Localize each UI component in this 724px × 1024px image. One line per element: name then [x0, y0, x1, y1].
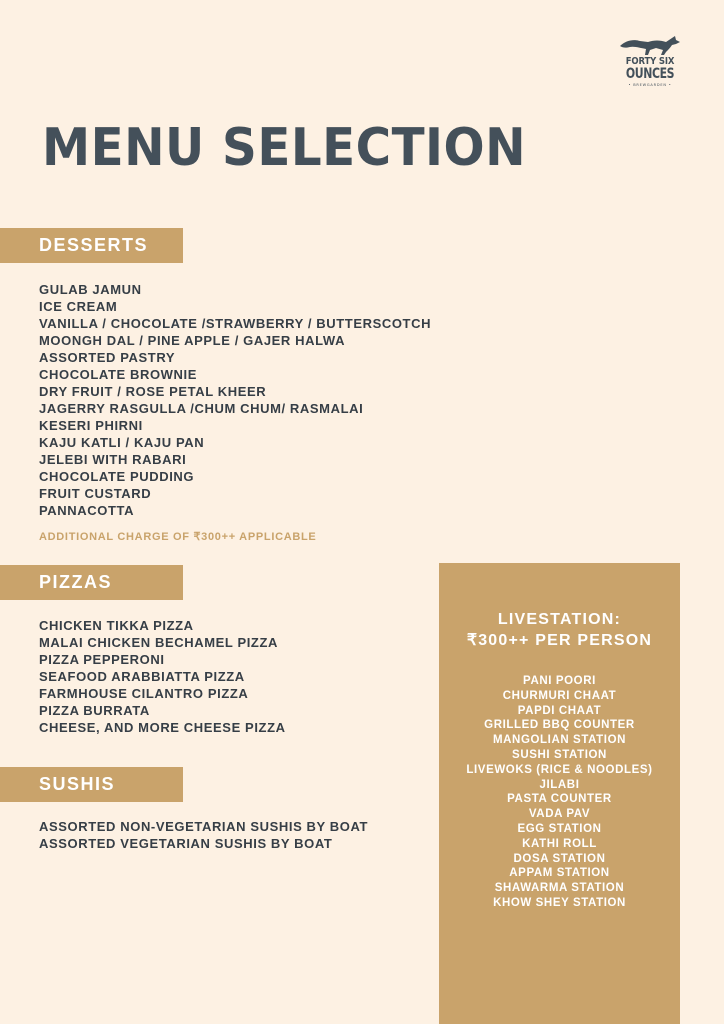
list-item: JELEBI WITH RABARI: [39, 452, 187, 467]
pizzas-list: [39, 617, 286, 736]
list-item: KESERI PHIRNI: [39, 418, 143, 433]
livestation-panel: [439, 563, 680, 1024]
fox-icon: [618, 34, 682, 56]
list-item: KATHI ROLL: [522, 837, 597, 850]
list-item: SHAWARMA STATION: [494, 882, 625, 895]
list-item: GRILLED BBQ COUNTER: [484, 719, 635, 732]
list-item: PASTA COUNTER: [507, 793, 612, 806]
list-item: ASSORTED PASTRY: [39, 350, 176, 365]
list-item: CHOCOLATE PUDDING: [39, 469, 195, 484]
list-item: KAJU KATLI / KAJU PAN: [39, 435, 205, 450]
list-item: PIZZA BURRATA: [39, 703, 150, 718]
list-item: KHOW SHEY STATION: [493, 896, 626, 909]
list-item: EGG STATION: [517, 822, 602, 835]
livestation-title: [439, 609, 680, 651]
list-item: CHEESE, AND MORE CHEESE PIZZA: [39, 720, 286, 735]
list-item: VANILLA / CHOCOLATE /STRAWBERRY / BUTTERSCOTCH: [39, 316, 432, 331]
list-item: ASSORTED VEGETARIAN SUSHIS BY BOAT: [39, 836, 333, 851]
list-item: JAGERRY RASGULLA /CHUM CHUM/ RASMALAI: [39, 401, 364, 416]
list-item: FRUIT CUSTARD: [39, 486, 152, 501]
list-item: DRY FRUIT / ROSE PETAL KHEER: [39, 384, 267, 399]
livestation-price: ₹300++ PER PERSON: [466, 632, 653, 649]
list-item: PAPDI CHAAT: [517, 704, 602, 717]
list-item: CHOCOLATE BROWNIE: [39, 367, 198, 382]
pizzas-heading: PIZZAS: [0, 565, 183, 600]
page-title: MENU SELECTION: [42, 118, 527, 178]
livestation-title-line-1: LIVESTATION:: [497, 611, 622, 628]
sushis-heading: SUSHIS: [0, 767, 183, 802]
list-item: SEAFOOD ARABBIATTA PIZZA: [39, 669, 245, 684]
list-item: PANNACOTTA: [39, 503, 135, 518]
list-item: SUSHI STATION: [512, 748, 607, 761]
list-item: VADA PAV: [528, 808, 591, 821]
list-item: DOSA STATION: [513, 852, 606, 865]
list-item: MOONGH DAL / PINE APPLE / GAJER HALWA: [39, 333, 346, 348]
list-item: JILABI: [539, 778, 580, 791]
list-item: CHICKEN TIKKA PIZZA: [39, 618, 194, 633]
list-item: MALAI CHICKEN BECHAMEL PIZZA: [39, 635, 278, 650]
desserts-list: [39, 281, 431, 519]
list-item: ICE CREAM: [39, 299, 118, 314]
list-item: LIVEWOKS (RICE & NOODLES): [466, 763, 653, 776]
desserts-charge-note: ADDITIONAL CHARGE OF ₹300++ APPLICABLE: [39, 531, 317, 543]
desserts-heading: DESSERTS: [0, 228, 183, 263]
livestation-list: [439, 674, 680, 911]
brand-logo: [614, 34, 686, 100]
sushis-list: [39, 818, 368, 852]
list-item: ASSORTED NON-VEGETARIAN SUSHIS BY BOAT: [39, 819, 369, 834]
list-item: MANGOLIAN STATION: [492, 734, 627, 747]
brand-line-1: FORTY SIX: [625, 56, 675, 67]
list-item: PIZZA PEPPERONI: [39, 652, 165, 667]
list-item: FARMHOUSE CILANTRO PIZZA: [39, 686, 249, 701]
brand-line-2: OUNCES: [625, 66, 675, 82]
list-item: APPAM STATION: [509, 867, 610, 880]
list-item: PANI POORI: [523, 675, 596, 687]
list-item: CHURMURI CHAAT: [502, 689, 617, 702]
list-item: GULAB JAMUN: [39, 282, 142, 297]
brand-tagline: • BREWGARDEN •: [628, 83, 672, 87]
